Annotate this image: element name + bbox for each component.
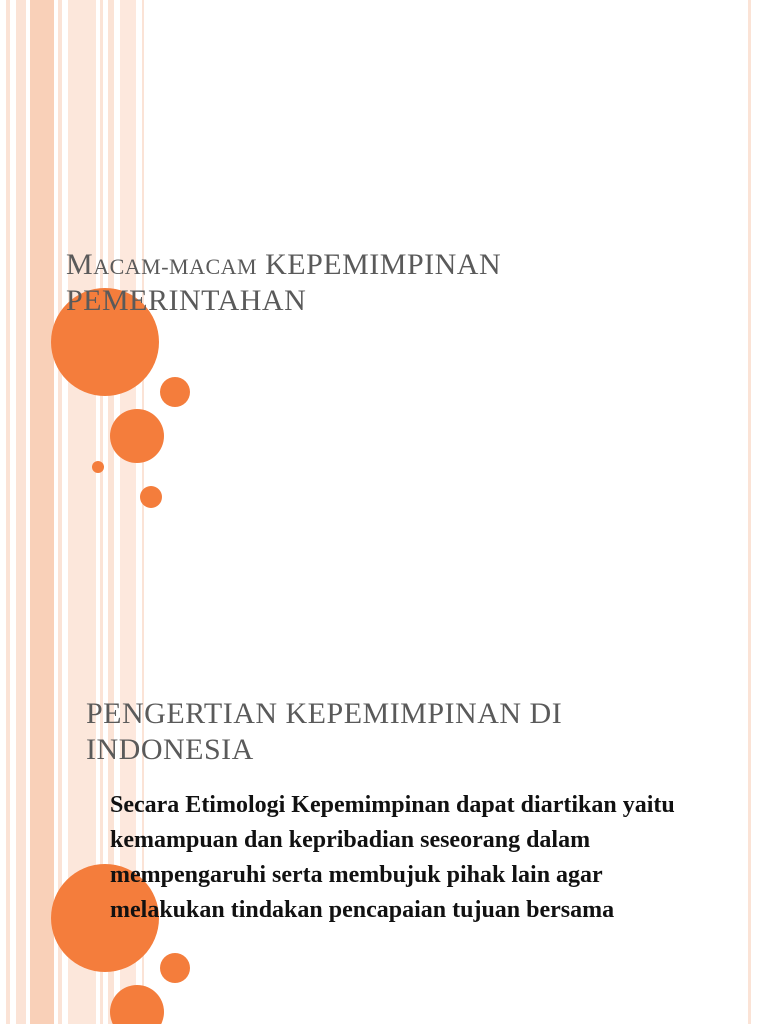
- decor-stripe: [30, 0, 54, 512]
- decor-circle: [92, 461, 104, 473]
- decor-circle: [110, 985, 164, 1024]
- slide-2: [0, 512, 768, 1024]
- slide-title: PENGERTIAN KEPEMIMPINAN DI INDONESIA: [86, 697, 563, 766]
- title-first-letter: M: [66, 248, 94, 281]
- decor-stripe: [16, 0, 26, 512]
- decor-stripe: [30, 512, 54, 1024]
- title-rest: KEPEMIMPINAN PEMERINTAHAN: [66, 248, 502, 317]
- decor-circle: [160, 953, 190, 983]
- slide-body-text: Secara Etimologi Kepemimpinan dapat diartikan yaitu kemampuan dan kepribadian seseorang dalam mempengaruhi serta membujuk pihak lain agar melakukan tindakan pencapaian tujuan bersama: [110, 792, 675, 923]
- decor-circle: [110, 409, 164, 463]
- decor-stripe: [58, 0, 62, 512]
- decor-circle: [140, 486, 162, 508]
- decor-stripe: [748, 512, 751, 1024]
- title-smallcaps: ACAM-MACAM: [93, 254, 258, 279]
- decor-stripe: [16, 512, 26, 1024]
- decor-circle: [160, 377, 190, 407]
- slide-title: [66, 248, 706, 318]
- decor-stripe: [748, 0, 751, 512]
- decor-stripe: [6, 0, 10, 512]
- decor-stripe: [6, 512, 10, 1024]
